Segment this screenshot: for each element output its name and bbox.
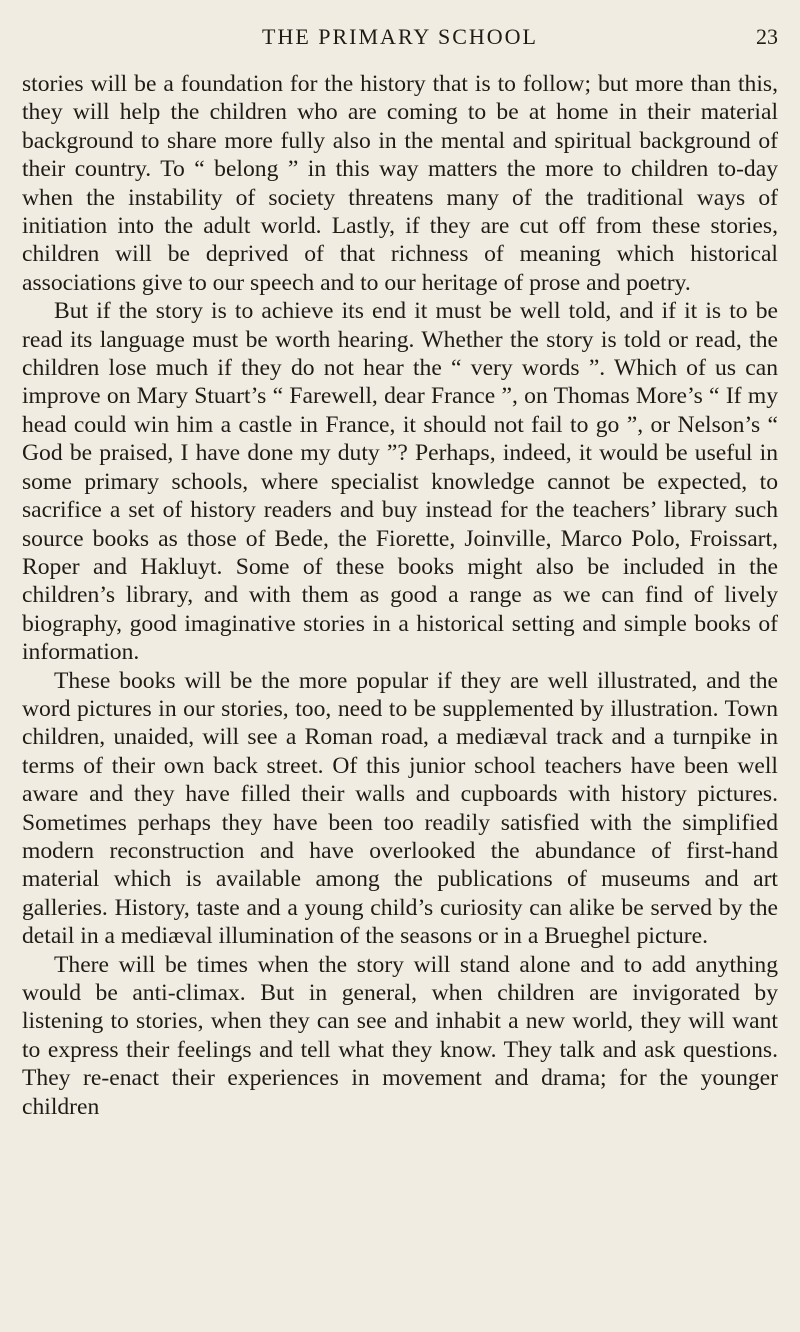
- paragraph-continuation: stories will be a foundation for the history that is to follow; but more than this, they will help the children who are coming to be at home in their material background to share more fully also in the mental and spiritual background of their country. To “ belong ” in this way matters the more to children to-day when the instability of society threatens many of the traditional ways of initiation into the adult world. Lastly, if they are cut off from these stories, children will be deprived of that richness of meaning which historical associations give to our speech and to our heritage of prose and poetry.: [22, 71, 778, 296]
- body-text: [22, 70, 778, 1121]
- paragraph: But if the story is to achieve its end it must be well told, and if it is to be read its language must be worth hearing. Whether the story is told or read, the children lose much if they do not hear the “ very words ”. Which of us can improve on Mary Stuart’s “ Farewell, dear France ”, on Thomas More’s “ If my head could win him a castle in France, it should not fail to go ”, or Nelson’s “ God be praised, I have done my duty ”? Perhaps, indeed, it would be useful in some primary schools, where specialist knowledge cannot be expected, to sacrifice a set of history readers and buy instead for the teachers’ library such source books as those of Bede, the Fiorette, Joinville, Marco Polo, Froissart, Roper and Hakluyt. Some of these books might also be included in the children’s library, and with them as good a range as we can find of lively biography, good imaginative stories in a historical setting and simple books of information.: [22, 298, 778, 666]
- running-head: [22, 10, 778, 70]
- paragraph: There will be times when the story will stand alone and to add anything would be anti-climax. But in general, when children are invigorated by listening to stories, when they can see and inhabit a new world, they will want to express their feelings and tell what they know. They talk and ask questions. They re-enact their experiences in movement and drama; for the younger children: [22, 951, 778, 1120]
- page-number: 23: [756, 24, 778, 49]
- running-title: THE PRIMARY SCHOOL: [262, 24, 538, 49]
- paragraph: These books will be the more popular if they are well illustrated, and the word pictures in our stories, too, need to be supplemented by illustration. Town children, unaided, will see a Roman road, a mediæval track and a turnpike in terms of their own back street. Of this junior school teachers have been well aware and they have filled their walls and cupboards with history pictures. Sometimes perhaps they have been too readily satisfied with the simplified modern reconstruction and have overlooked the abundance of first-hand material which is available among the publications of museums and art galleries. History, taste and a young child’s curiosity can alike be served by the detail in a mediæval illumination of the seasons or in a Brueghel picture.: [22, 667, 778, 950]
